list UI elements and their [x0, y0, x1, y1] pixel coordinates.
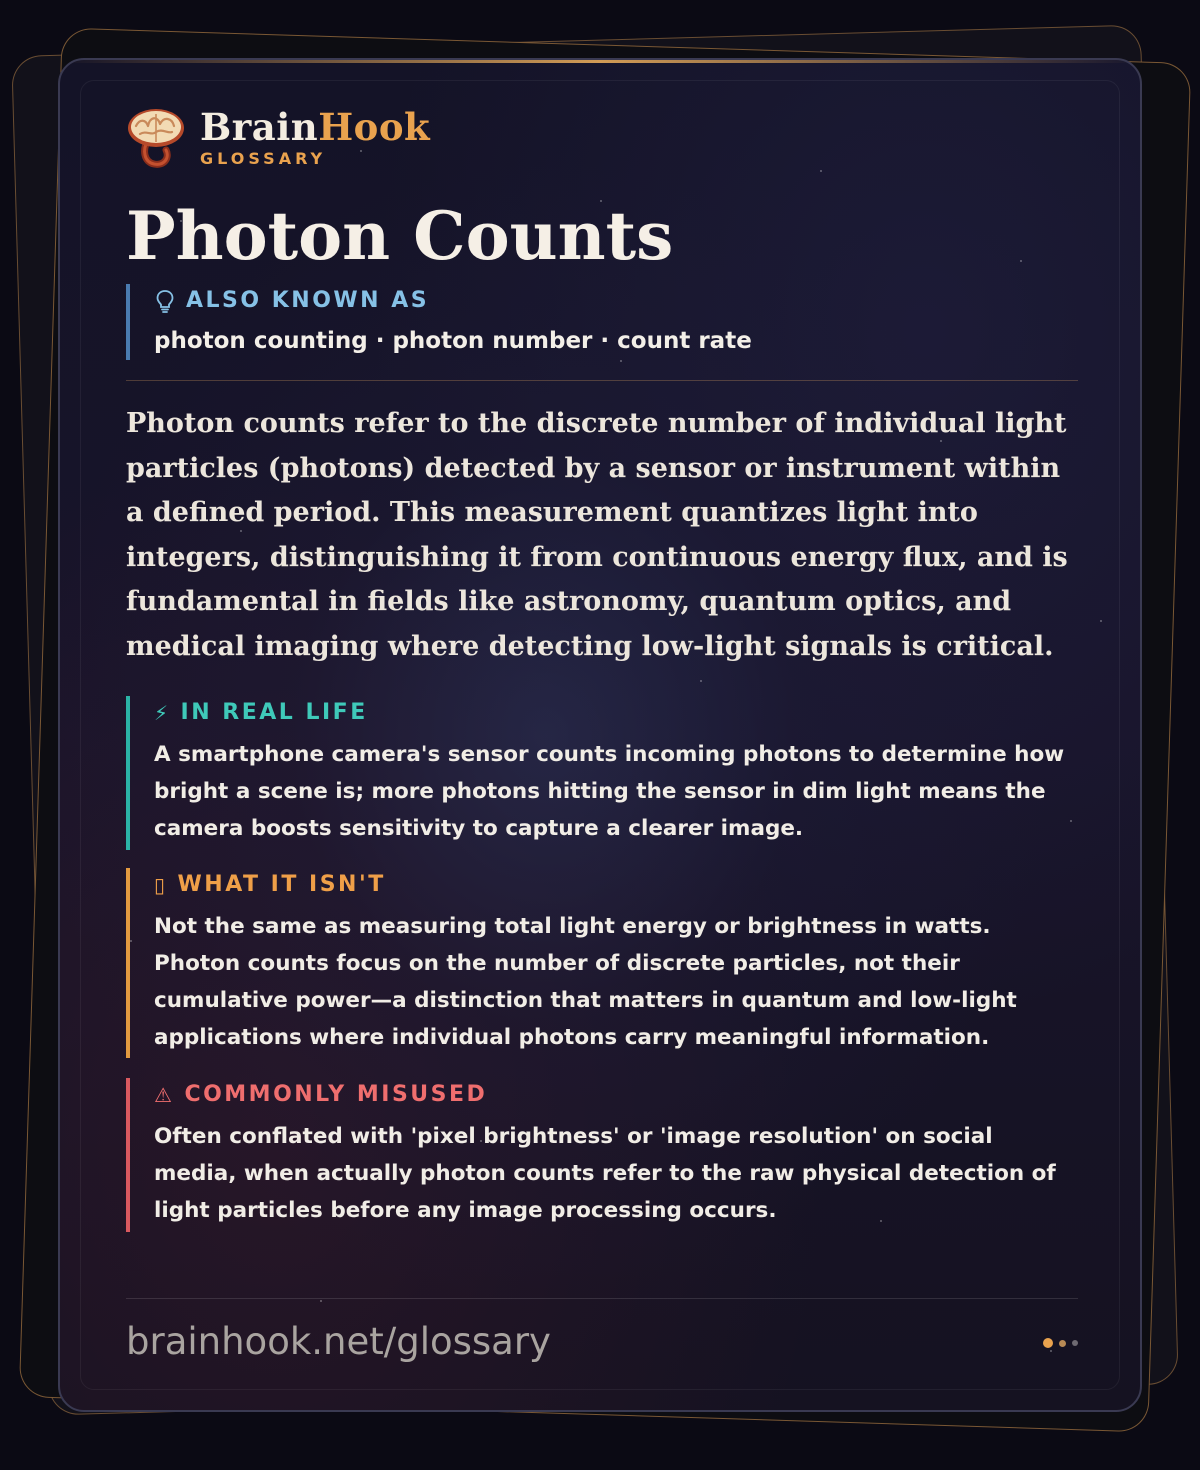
- commonly-misused-label: COMMONLY MISUSED: [184, 1082, 488, 1107]
- brand-name-brain: Brain: [200, 104, 319, 149]
- commonly-misused-section: [126, 1078, 1078, 1232]
- brand-logo: [126, 106, 430, 168]
- in-real-life-section: [126, 696, 1078, 850]
- also-known-as-section: [126, 284, 1078, 360]
- indicator-dot-active: [1043, 1338, 1053, 1348]
- definition-text: Photon counts refer to the discrete number of individual light particles (photons) detected by a sensor or instrument within a defined period. This measurement quantizes light into integers, distinguishing it from continuous energy flux, and is fundamental in fields like astronomy, quantum optics, and medical imaging where detecting low-light signals is critical.: [126, 408, 1068, 662]
- brand-name-hook: Hook: [318, 104, 431, 149]
- indicator-dot: [1072, 1340, 1078, 1346]
- in-real-life-text: A smartphone camera's sensor counts incoming photons to determine how bright a scene is; more photons hitting the sensor in dim light means the camera boosts sensitivity to capture a clearer image.: [154, 742, 1065, 841]
- lightning-icon: ⚡: [154, 701, 171, 725]
- term-title: Photon Counts: [126, 197, 674, 275]
- glossary-card: [58, 58, 1142, 1412]
- not-icon: ▯: [154, 873, 168, 897]
- footer-url-link[interactable]: brainhook.net/glossary: [126, 1320, 551, 1363]
- also-known-as-value: photon counting · photon number · count rate: [154, 328, 752, 354]
- footer-divider: [126, 1298, 1078, 1299]
- what-it-isnt-label: WHAT IT ISN'T: [177, 872, 386, 897]
- brain-hook-icon: [126, 106, 186, 168]
- commonly-misused-text: Often conflated with 'pixel brightness' or 'image resolution' on social media, when actually photon counts refer to the raw physical detection of light particles before any image processing occurs.: [154, 1124, 1056, 1223]
- warning-icon: ⚠: [154, 1083, 175, 1107]
- lightbulb-icon: [154, 288, 176, 314]
- page-indicator-dots: [1043, 1338, 1078, 1348]
- what-it-isnt-text: Not the same as measuring total light energy or brightness in watts. Photon counts focus on the number of discrete particles, not their cumulative power—a distinction that matters in quantum and low-light applications where individual photons carry meaningful information.: [154, 914, 1017, 1050]
- in-real-life-label: IN REAL LIFE: [180, 700, 368, 725]
- brand-subtitle: GLOSSARY: [200, 148, 327, 168]
- brand-name: [200, 104, 431, 149]
- divider: [126, 380, 1078, 381]
- indicator-dot: [1059, 1340, 1066, 1347]
- what-it-isnt-section: [126, 868, 1078, 1058]
- also-known-as-label: ALSO KNOWN AS: [186, 288, 430, 313]
